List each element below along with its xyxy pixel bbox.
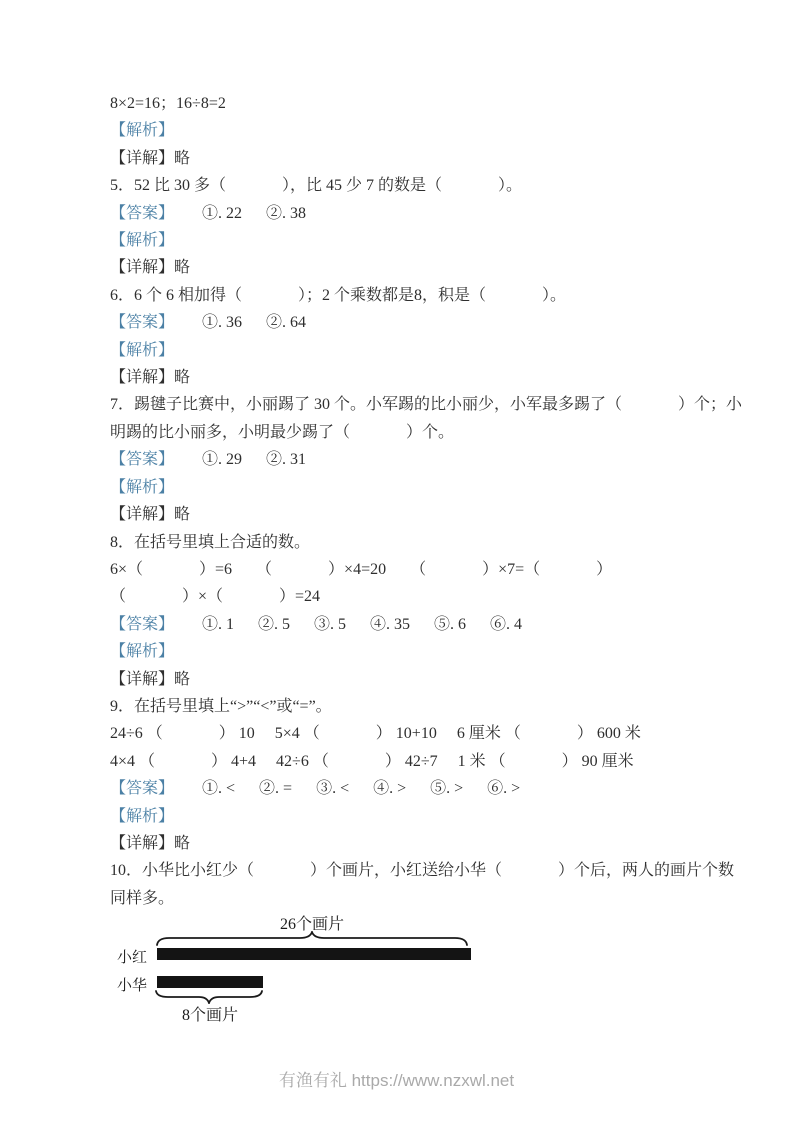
- top-brace-label: 26个画片: [279, 916, 344, 933]
- section-label: 【解析】: [110, 232, 175, 250]
- line-text: ①. 22 ②. 38: [174, 204, 307, 222]
- text-line: [110, 638, 770, 665]
- text-line: [110, 693, 770, 720]
- section-label: 【答案】: [110, 204, 175, 222]
- text-line: [110, 501, 770, 528]
- line-text: 8×2=16；16÷8=2: [110, 95, 226, 112]
- line-text: 【详解】略: [110, 369, 191, 387]
- line-text: 【详解】略: [110, 670, 191, 688]
- text-line: [110, 172, 770, 199]
- line-text: 【详解】略: [110, 506, 191, 524]
- xiaohua-label: 小华: [117, 978, 148, 994]
- line-text: ①. < ②. = ③. < ④. > ⑤. > ⑥. >: [174, 780, 521, 798]
- section-label: 【解析】: [110, 807, 175, 825]
- text-line: [110, 857, 770, 884]
- text-line: [110, 720, 770, 747]
- text-line: [110, 200, 770, 227]
- text-line: [110, 117, 770, 144]
- text-line: [110, 830, 770, 857]
- document-body: [110, 90, 770, 912]
- xiaohong-bar: [157, 948, 471, 960]
- text-line: [110, 145, 770, 172]
- section-label: 【答案】: [110, 451, 175, 469]
- bottom-brace-label: 8个画片: [181, 1007, 238, 1024]
- text-line: [110, 282, 770, 309]
- text-line: [110, 775, 770, 802]
- text-line: [110, 748, 770, 775]
- line-text: ①. 29 ②. 31: [174, 451, 307, 469]
- line-text: 明踢的比小丽多，小明最少踢了（ ）个。: [110, 423, 455, 441]
- footer-watermark: 有渔有礼 https://www.nzxwl.net: [278, 1071, 515, 1090]
- xiaohua-bar: [157, 976, 263, 988]
- text-line: [110, 364, 770, 391]
- text-line: [110, 337, 770, 364]
- text-line: [110, 529, 770, 556]
- line-text: 5．52 比 30 多（ ），比 45 少 7 的数是（ ）。: [110, 177, 523, 195]
- xiaohong-label: 小红: [117, 950, 148, 966]
- text-line: [110, 254, 770, 281]
- line-text: 10．小华比小红少（ ）个画片，小红送给小华（ ）个后，两人的画片个数: [110, 862, 735, 880]
- section-label: 【解析】: [110, 643, 175, 661]
- section-label: 【解析】: [110, 122, 175, 140]
- text-line: [110, 474, 770, 501]
- text-line: [110, 419, 770, 446]
- top-brace-icon: [156, 931, 468, 947]
- text-line: [110, 556, 770, 583]
- line-text: （ ）×（ ）=24: [110, 588, 321, 606]
- text-line: [110, 583, 770, 610]
- text-line: [110, 309, 770, 336]
- section-label: 【答案】: [110, 314, 175, 332]
- text-line: [110, 90, 770, 117]
- line-text: 6．6 个 6 相加得（ ）；2 个乘数都是8，积是（ ）。: [110, 286, 567, 304]
- text-line: [110, 666, 770, 693]
- line-text: 【详解】略: [110, 834, 191, 852]
- line-text: 7．踢毽子比赛中，小丽踢了 30 个。小军踢的比小丽少，小军最多踢了（ ）个；小: [110, 396, 743, 414]
- section-label: 【答案】: [110, 615, 175, 633]
- section-label: 【解析】: [110, 478, 175, 496]
- text-line: [110, 803, 770, 830]
- line-text: 9．在括号里填上“>”“<”或“=”。: [110, 697, 332, 715]
- text-line: [110, 227, 770, 254]
- section-label: 【答案】: [110, 780, 175, 798]
- line-text: 8．在括号里填上合适的数。: [110, 533, 311, 551]
- line-text: 【详解】略: [110, 149, 191, 167]
- text-line: [110, 446, 770, 473]
- line-text: 【详解】略: [110, 259, 191, 277]
- section-label: 【解析】: [110, 341, 175, 359]
- bar-diagram: [0, 905, 793, 1025]
- text-line: [110, 391, 770, 418]
- line-text: 24÷6 （ ） 10 5×4 （ ） 10+10 6 厘米 （ ） 600 米: [110, 725, 641, 743]
- line-text: 同样多。: [110, 889, 175, 907]
- line-text: 4×4 （ ） 4+4 42÷6 （ ） 42÷7 1 米 （ ） 90 厘米: [110, 752, 634, 770]
- text-line: [110, 611, 770, 638]
- line-text: ①. 36 ②. 64: [174, 314, 307, 332]
- line-text: ①. 1 ②. 5 ③. 5 ④. 35 ⑤. 6 ⑥. 4: [174, 615, 523, 633]
- line-text: 6×（ ）=6 （ ）×4=20 （ ）×7=（ ）: [110, 560, 613, 578]
